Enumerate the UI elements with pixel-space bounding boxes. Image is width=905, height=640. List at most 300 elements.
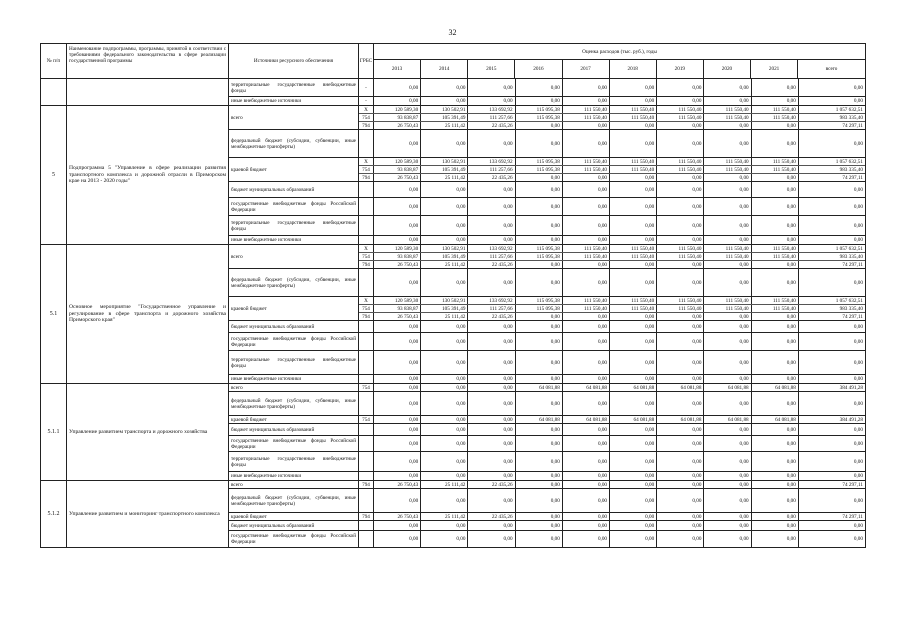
year-value-cell: 105 391,49 — [421, 114, 468, 121]
year-value-cell: 0,00 — [752, 392, 799, 415]
year-value-cell: 133 692,92 — [468, 106, 515, 113]
year-value-cell: 115 095,38 — [516, 166, 563, 173]
year-value-cell: 115 095,38 — [516, 158, 563, 165]
grbs-cell: 754 — [359, 253, 374, 260]
year-value-cell: 0,00 — [563, 472, 610, 480]
year-value-cell: 0,00 — [657, 452, 704, 471]
year-value-cell: 0,00 — [374, 97, 421, 105]
year-value-cell: 0,00 — [704, 130, 751, 157]
year-value-cell: 115 095,38 — [516, 114, 563, 121]
year-value-cell: 0,00 — [752, 216, 799, 235]
funding-source-label: государственные внебюджетные фонды Российской Федерации — [231, 533, 356, 545]
year-value-cell: 111 550,40 — [563, 297, 610, 304]
year-value-cell: 0,00 — [704, 392, 751, 415]
table-row — [359, 106, 865, 114]
year-value-cell: 0,00 — [516, 513, 563, 520]
total-cell: 0,00 — [853, 376, 863, 382]
year-value-cell: 0,00 — [516, 261, 563, 268]
year-value-cell: 111 257,66 — [468, 253, 515, 260]
year-value-cell: 0,00 — [610, 472, 657, 480]
year-value-cell: 0,00 — [752, 321, 799, 332]
grbs-cell — [359, 531, 374, 547]
year-value-cell: 0,00 — [563, 269, 610, 296]
year-value-cell: 0,00 — [704, 174, 751, 181]
table-row — [359, 269, 865, 296]
year-value-cell: 22 435,26 — [468, 481, 515, 488]
year-value-cell: 0,00 — [610, 174, 657, 181]
year-value-cell: 0,00 — [468, 392, 515, 415]
grbs-cell: 754 — [359, 166, 374, 173]
funding-source-label: бюджет муниципальных образований — [231, 323, 315, 330]
year-value-cell: 0,00 — [704, 351, 751, 374]
year-value-cell: 0,00 — [374, 79, 421, 96]
program-section — [40, 79, 866, 106]
year-value-cell: 111 550,40 — [657, 158, 704, 165]
year-value-cell: 0,00 — [421, 198, 468, 215]
year-value-cell: 0,00 — [374, 375, 421, 383]
funding-source-label: краевой бюджет — [231, 305, 267, 312]
year-value-cell: 0,00 — [374, 236, 421, 244]
grbs-cell — [359, 436, 374, 451]
year-value-cell: 0,00 — [610, 269, 657, 296]
funding-source-row — [229, 521, 865, 531]
year-value-cell: 26 750,43 — [374, 513, 421, 520]
year-value-cell: 0,00 — [752, 531, 799, 547]
year-value-cell: 0,00 — [421, 97, 468, 105]
year-value-cell: 25 111,42 — [421, 122, 468, 129]
section-name: Основное мероприятие "Государственное управление и регулирование в сфере транспорта и дорожного хозяйства Приморского края" — [67, 245, 229, 383]
year-value-cell: 22 435,26 — [468, 261, 515, 268]
year-value-cell: 0,00 — [468, 130, 515, 157]
year-value-cell: 0,00 — [421, 521, 468, 530]
table-row — [359, 424, 865, 435]
year-value-cell: 111 550,40 — [563, 253, 610, 260]
year-value-cell: 26 750,43 — [374, 313, 421, 320]
year-value-cell: 0,00 — [704, 375, 751, 383]
grbs-cell — [359, 198, 374, 215]
total-cell: 983 335,40 — [839, 166, 863, 173]
year-value-cell: 0,00 — [752, 130, 799, 157]
total-cell: 0,00 — [853, 222, 863, 229]
header-year: 2014 — [421, 60, 468, 78]
year-value-cell: 0,00 — [610, 198, 657, 215]
grbs-cell: 794 — [359, 261, 374, 268]
total-cell: 0,00 — [853, 426, 863, 433]
table-header — [40, 43, 866, 79]
total-cell: 74 297,11 — [842, 261, 863, 268]
year-value-cell: 0,00 — [374, 531, 421, 547]
year-value-cell: 0,00 — [421, 392, 468, 415]
table-body — [40, 79, 866, 548]
total-cell: 0,00 — [853, 473, 863, 479]
total-cell: 74 297,11 — [842, 174, 863, 181]
year-value-cell: 0,00 — [704, 79, 751, 96]
year-value-cell: 0,00 — [657, 313, 704, 320]
year-value-cell: 0,00 — [563, 122, 610, 129]
year-value-cell: 105 391,49 — [421, 253, 468, 260]
year-value-cell: 0,00 — [563, 79, 610, 96]
year-value-cell: 111 550,40 — [752, 158, 799, 165]
header-year: 2013 — [374, 60, 421, 78]
year-value-cell: 0,00 — [752, 521, 799, 530]
year-value-cell: 0,00 — [374, 384, 421, 391]
funding-source-row — [229, 392, 865, 416]
funding-source-label: бюджет муниципальных образований — [231, 522, 315, 529]
year-value-cell: 0,00 — [374, 452, 421, 471]
year-value-cell: 0,00 — [657, 79, 704, 96]
grbs-cell: 754 — [359, 305, 374, 312]
grbs-cell — [359, 182, 374, 197]
year-value-cell: 0,00 — [657, 198, 704, 215]
year-value-cell: 0,00 — [704, 436, 751, 451]
year-value-cell: 120 589,30 — [374, 297, 421, 304]
year-value-cell: 0,00 — [610, 79, 657, 96]
year-value-cell: 0,00 — [374, 216, 421, 235]
funding-source-label: всего — [231, 481, 243, 488]
year-value-cell: 130 502,91 — [421, 297, 468, 304]
year-value-cell: 22 435,26 — [468, 313, 515, 320]
year-value-cell: 0,00 — [516, 313, 563, 320]
funding-source-row — [229, 452, 865, 472]
grbs-cell: 754 — [359, 416, 374, 423]
table-row — [359, 392, 865, 415]
year-value-cell: 105 391,49 — [421, 166, 468, 173]
year-value-cell: 0,00 — [563, 321, 610, 332]
year-value-cell: 93 838,87 — [374, 114, 421, 121]
year-value-cell: 64 081,88 — [657, 384, 704, 391]
funding-source-label: всего — [231, 253, 243, 260]
year-value-cell: 0,00 — [516, 122, 563, 129]
funding-source-label: государственные внебюджетные фонды Российской Федерации — [231, 200, 356, 213]
funding-source-label: краевой бюджет — [231, 513, 267, 520]
year-value-cell: 0,00 — [704, 122, 751, 129]
funding-source-label: бюджет муниципальных образований — [231, 186, 315, 193]
year-value-cell: 0,00 — [752, 489, 799, 512]
funding-source-label: иные внебюджетные источники — [231, 376, 302, 382]
year-value-cell: 0,00 — [704, 489, 751, 512]
year-value-cell: 0,00 — [752, 261, 799, 268]
year-value-cell: 133 692,92 — [468, 158, 515, 165]
funding-source-label: краевой бюджет — [231, 416, 267, 423]
table-row — [359, 198, 865, 215]
year-value-cell: 115 095,38 — [516, 106, 563, 113]
year-value-cell: 0,00 — [610, 236, 657, 244]
total-cell: 0,00 — [853, 84, 863, 91]
year-value-cell: 0,00 — [752, 174, 799, 181]
year-value-cell: 0,00 — [516, 236, 563, 244]
year-value-cell: 0,00 — [610, 313, 657, 320]
year-value-cell: 0,00 — [657, 174, 704, 181]
year-value-cell: 64 081,88 — [657, 416, 704, 423]
header-year-row — [374, 60, 865, 78]
table-row — [359, 216, 865, 235]
year-value-cell: 111 550,40 — [657, 106, 704, 113]
year-value-cell: 0,00 — [374, 416, 421, 423]
year-value-cell: 0,00 — [563, 424, 610, 435]
total-cell: 384 491,28 — [839, 416, 863, 423]
year-value-cell: 0,00 — [610, 481, 657, 488]
grbs-cell — [359, 130, 374, 157]
year-value-cell: 0,00 — [421, 269, 468, 296]
year-value-cell: 64 081,88 — [563, 384, 610, 391]
year-value-cell: 115 095,38 — [516, 253, 563, 260]
grbs-cell — [359, 321, 374, 332]
year-value-cell: 0,00 — [468, 424, 515, 435]
funding-source-row — [229, 236, 865, 244]
year-value-cell: 111 550,40 — [704, 166, 751, 173]
grbs-cell: X — [359, 245, 374, 252]
year-value-cell: 0,00 — [374, 130, 421, 157]
section-number: 5.1.1 — [41, 384, 67, 480]
year-value-cell: 0,00 — [563, 261, 610, 268]
year-value-cell: 0,00 — [704, 333, 751, 350]
year-value-cell: 0,00 — [610, 521, 657, 530]
year-value-cell: 0,00 — [704, 313, 751, 320]
table-row — [359, 384, 865, 391]
year-value-cell: 111 550,40 — [704, 106, 751, 113]
year-value-cell: 0,00 — [704, 452, 751, 471]
year-value-cell: 0,00 — [516, 269, 563, 296]
year-value-cell: 0,00 — [563, 521, 610, 530]
table-row — [359, 253, 865, 261]
year-value-cell: 133 692,92 — [468, 297, 515, 304]
year-value-cell: 0,00 — [563, 333, 610, 350]
funding-source-row — [229, 198, 865, 216]
year-value-cell: 0,00 — [516, 182, 563, 197]
header-year: 2015 — [468, 60, 515, 78]
year-value-cell: 0,00 — [563, 236, 610, 244]
year-value-cell: 0,00 — [421, 531, 468, 547]
total-cell: 1 057 632,51 — [835, 106, 863, 113]
year-value-cell: 0,00 — [516, 436, 563, 451]
funding-source-row — [229, 531, 865, 547]
year-value-cell: 0,00 — [421, 384, 468, 391]
year-value-cell: 0,00 — [704, 321, 751, 332]
table-row — [359, 297, 865, 305]
grbs-cell: 794 — [359, 313, 374, 320]
funding-source-row — [229, 351, 865, 375]
year-value-cell: 0,00 — [563, 452, 610, 471]
funding-source-row — [229, 513, 865, 521]
grbs-cell — [359, 392, 374, 415]
year-value-cell: 25 111,42 — [421, 261, 468, 268]
total-cell: 384 491,28 — [839, 384, 863, 391]
year-value-cell: 111 550,40 — [752, 166, 799, 173]
header-total: всего — [825, 66, 838, 72]
grbs-cell — [359, 424, 374, 435]
year-value-cell: 0,00 — [610, 452, 657, 471]
table-row — [359, 333, 865, 350]
year-value-cell: 0,00 — [468, 375, 515, 383]
year-value-cell: 120 589,30 — [374, 245, 421, 252]
year-value-cell: 0,00 — [610, 216, 657, 235]
year-value-cell: 0,00 — [421, 333, 468, 350]
funding-source-label: краевой бюджет — [231, 166, 267, 173]
year-value-cell: 0,00 — [704, 531, 751, 547]
grbs-cell — [359, 269, 374, 296]
funding-source-label: территориальные государственные внебюджетные фонды — [231, 81, 356, 94]
year-value-cell: 0,00 — [563, 216, 610, 235]
year-value-cell: 25 111,42 — [421, 313, 468, 320]
section-number: 5.1 — [41, 245, 67, 383]
funding-source-row — [229, 269, 865, 297]
funding-source-row — [229, 182, 865, 198]
year-value-cell: 0,00 — [657, 130, 704, 157]
year-value-cell: 0,00 — [374, 182, 421, 197]
year-value-cell: 0,00 — [657, 236, 704, 244]
grbs-cell — [359, 521, 374, 530]
funding-source-row — [229, 333, 865, 351]
table-row — [359, 531, 865, 547]
header-year: 2017 — [563, 60, 610, 78]
year-value-cell: 111 550,40 — [610, 106, 657, 113]
total-cell: 0,00 — [853, 140, 863, 147]
total-cell: 0,00 — [853, 323, 863, 330]
year-value-cell: 0,00 — [468, 436, 515, 451]
year-value-cell: 0,00 — [657, 269, 704, 296]
year-value-cell: 0,00 — [468, 79, 515, 96]
year-value-cell: 0,00 — [421, 416, 468, 423]
funding-source-row — [229, 106, 865, 130]
section-name: Управление развитием транспорта и дорожного хозяйства — [67, 384, 229, 480]
year-value-cell: 111 550,40 — [752, 253, 799, 260]
year-value-cell: 0,00 — [421, 79, 468, 96]
table-row — [359, 513, 865, 520]
grbs-cell — [359, 351, 374, 374]
year-value-cell: 0,00 — [421, 472, 468, 480]
year-value-cell: 25 111,42 — [421, 174, 468, 181]
year-value-cell: 26 750,43 — [374, 174, 421, 181]
year-value-cell: 111 550,40 — [657, 114, 704, 121]
year-value-cell: 111 550,40 — [752, 305, 799, 312]
year-value-cell: 0,00 — [563, 313, 610, 320]
grbs-cell: 754 — [359, 384, 374, 391]
funding-source-row — [229, 489, 865, 513]
year-value-cell: 0,00 — [421, 236, 468, 244]
header-estimate: Оценка расходов (тыс. руб.), годы — [374, 44, 865, 60]
year-value-cell: 111 550,40 — [657, 305, 704, 312]
table-row — [359, 130, 865, 157]
year-value-cell: 0,00 — [468, 452, 515, 471]
funding-source-label: территориальные государственные внебюджетные фонды — [231, 455, 356, 468]
year-value-cell: 0,00 — [468, 351, 515, 374]
table-row — [359, 351, 865, 374]
program-section — [40, 245, 866, 384]
year-value-cell: 111 550,40 — [704, 305, 751, 312]
table-row — [359, 313, 865, 320]
year-value-cell: 120 589,30 — [374, 158, 421, 165]
total-cell: 74 297,11 — [842, 513, 863, 520]
total-cell: 0,00 — [853, 98, 863, 104]
year-value-cell: 0,00 — [704, 424, 751, 435]
year-value-cell: 0,00 — [752, 236, 799, 244]
total-cell: 0,00 — [853, 186, 863, 193]
table-row — [359, 245, 865, 253]
year-value-cell: 0,00 — [704, 513, 751, 520]
year-value-cell: 64 081,88 — [563, 416, 610, 423]
funding-source-label: территориальные государственные внебюджетные фонды — [231, 219, 356, 232]
year-value-cell: 0,00 — [468, 384, 515, 391]
total-cell: 0,00 — [853, 522, 863, 529]
year-value-cell: 0,00 — [752, 333, 799, 350]
table-row — [359, 436, 865, 451]
year-value-cell: 111 257,66 — [468, 305, 515, 312]
year-value-cell: 0,00 — [374, 198, 421, 215]
year-value-cell: 111 550,40 — [610, 305, 657, 312]
total-cell: 0,00 — [853, 237, 863, 243]
year-value-cell: 0,00 — [516, 174, 563, 181]
total-cell: 0,00 — [853, 440, 863, 447]
header-year: 2019 — [657, 60, 704, 78]
year-value-cell: 0,00 — [610, 122, 657, 129]
year-value-cell: 0,00 — [374, 424, 421, 435]
year-value-cell: 26 750,43 — [374, 122, 421, 129]
year-value-cell: 0,00 — [704, 481, 751, 488]
year-value-cell: 111 550,40 — [610, 253, 657, 260]
grbs-cell: - — [359, 79, 374, 96]
year-value-cell: 0,00 — [563, 481, 610, 488]
year-value-cell: 111 550,40 — [752, 114, 799, 121]
funding-source-label: иные внебюджетные источники — [231, 98, 302, 104]
year-value-cell: 0,00 — [374, 392, 421, 415]
grbs-cell: 794 — [359, 513, 374, 520]
year-value-cell: 0,00 — [421, 452, 468, 471]
year-value-cell: 111 550,40 — [563, 114, 610, 121]
table-row — [359, 375, 865, 383]
table-row — [359, 305, 865, 313]
year-value-cell: 0,00 — [468, 333, 515, 350]
section-number — [41, 79, 67, 105]
header-year: 2020 — [704, 60, 751, 78]
page-number: 32 — [448, 28, 457, 37]
year-value-cell: 115 095,38 — [516, 297, 563, 304]
year-value-cell: 0,00 — [563, 182, 610, 197]
year-value-cell: 0,00 — [468, 216, 515, 235]
year-value-cell: 111 550,40 — [657, 253, 704, 260]
year-value-cell: 0,00 — [563, 513, 610, 520]
year-value-cell: 0,00 — [563, 198, 610, 215]
year-value-cell: 0,00 — [752, 79, 799, 96]
total-cell: 0,00 — [853, 400, 863, 407]
total-cell: 1 057 632,51 — [835, 158, 863, 165]
year-value-cell: 0,00 — [752, 375, 799, 383]
year-value-cell: 0,00 — [516, 97, 563, 105]
year-value-cell: 0,00 — [516, 375, 563, 383]
year-value-cell: 111 550,40 — [610, 245, 657, 252]
total-cell: 74 297,11 — [842, 481, 863, 488]
header-program-name: Наименование подпрограммы, программы, принятой в соответствии с требованиями федерального законодательства в сфере реализации государственной программы — [67, 44, 229, 78]
year-value-cell: 0,00 — [704, 97, 751, 105]
year-value-cell: 0,00 — [516, 521, 563, 530]
year-value-cell: 22 435,26 — [468, 122, 515, 129]
year-value-cell: 0,00 — [704, 182, 751, 197]
funding-source-label: федеральный бюджет (субсидии, субвенции, иные межбюджетные трансферты) — [231, 137, 356, 150]
funding-source-label: бюджет муниципальных образований — [231, 426, 315, 433]
year-value-cell: 0,00 — [704, 261, 751, 268]
grbs-cell: 794 — [359, 174, 374, 181]
year-value-cell: 0,00 — [421, 424, 468, 435]
year-value-cell: 0,00 — [468, 416, 515, 423]
grbs-cell: X — [359, 106, 374, 113]
year-value-cell: 111 257,66 — [468, 114, 515, 121]
year-value-cell: 0,00 — [657, 261, 704, 268]
header-year: 2018 — [610, 60, 657, 78]
year-value-cell: 0,00 — [752, 269, 799, 296]
year-value-cell: 0,00 — [374, 472, 421, 480]
year-value-cell: 0,00 — [610, 392, 657, 415]
year-value-cell: 0,00 — [374, 351, 421, 374]
year-value-cell: 111 550,40 — [610, 158, 657, 165]
